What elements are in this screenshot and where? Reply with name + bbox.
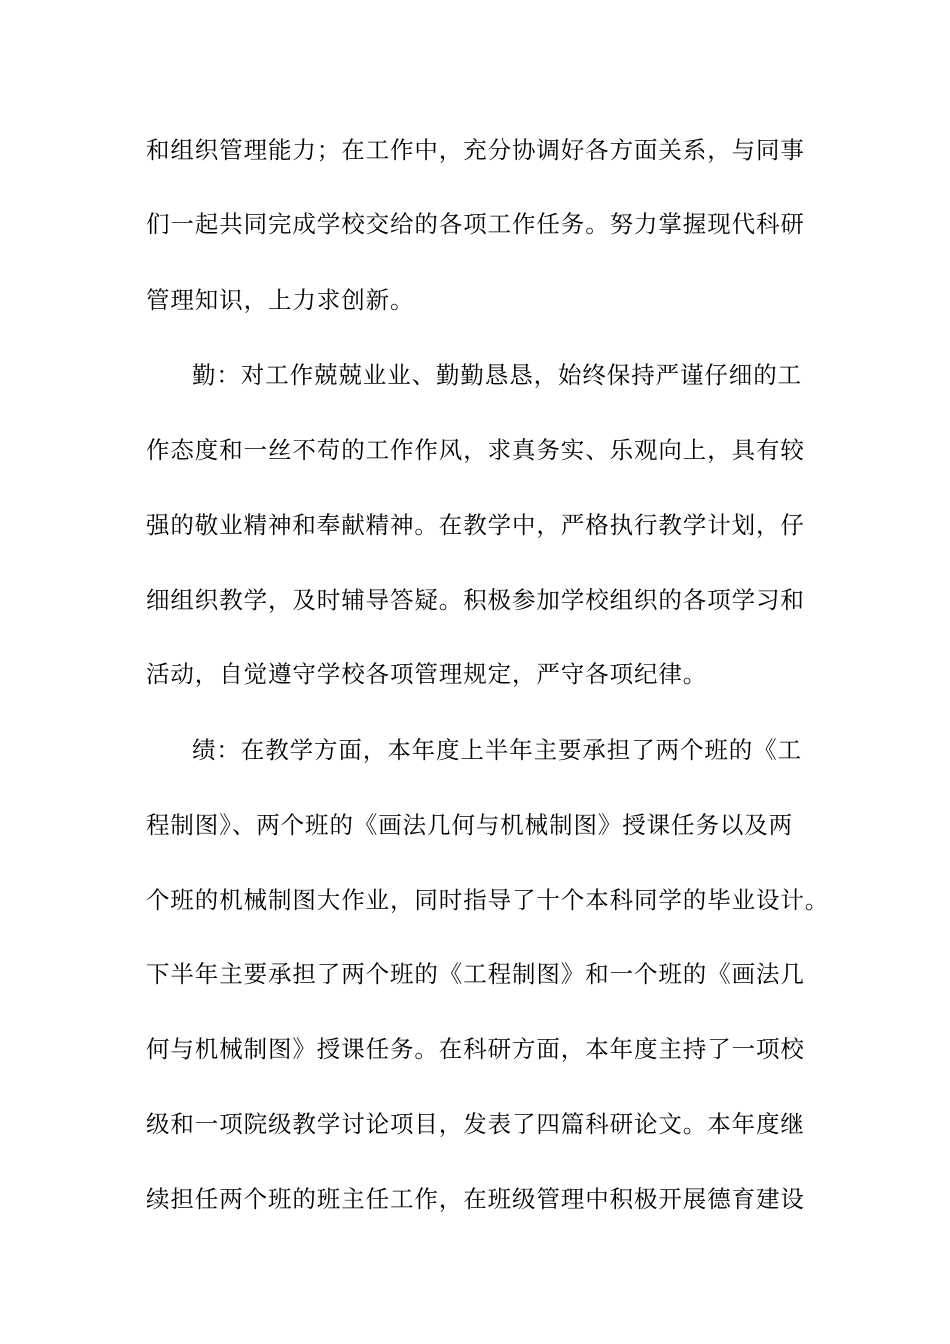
paragraph-line: 个班的机械制图大作业，同时指导了十个本科同学的毕业设计。 bbox=[146, 886, 830, 914]
paragraph-line: 级和一项院级教学讨论项目，发表了四篇科研论文。本年度继 bbox=[146, 1110, 805, 1138]
paragraph-line: 活动，自觉遵守学校各项管理规定，严守各项纪律。 bbox=[146, 660, 708, 688]
paragraph-line: 细组织教学，及时辅导答疑。积极参加学校组织的各项学习和 bbox=[146, 586, 805, 614]
paragraph-line: 管理知识，上力求创新。 bbox=[146, 286, 415, 314]
paragraph-line: 和组织管理能力；在工作中，充分协调好各方面关系，与同事 bbox=[146, 136, 805, 164]
paragraph-line: 绩：在教学方面，本年度上半年主要承担了两个班的《工 bbox=[192, 736, 802, 764]
paragraph-line: 何与机械制图》授课任务。在科研方面，本年度主持了一项校 bbox=[146, 1035, 805, 1063]
paragraph-line: 程制图》、两个班的《画法几何与机械制图》授课任务以及两 bbox=[146, 811, 794, 839]
paragraph-line: 续担任两个班的班主任工作，在班级管理中积极开展德育建设 bbox=[146, 1185, 805, 1213]
paragraph-line: 勤：对工作兢兢业业、勤勤恳恳，始终保持严谨仔细的工 bbox=[192, 361, 802, 389]
paragraph-line: 们一起共同完成学校交给的各项工作任务。努力掌握现代科研 bbox=[146, 210, 805, 238]
paragraph-line: 下半年主要承担了两个班的《工程制图》和一个班的《画法几 bbox=[146, 960, 805, 988]
paragraph-line: 作态度和一丝不苟的工作作风，求真务实、乐观向上，具有较 bbox=[146, 436, 805, 464]
paragraph-line: 强的敬业精神和奉献精神。在教学中，严格执行教学计划，仔 bbox=[146, 511, 805, 539]
